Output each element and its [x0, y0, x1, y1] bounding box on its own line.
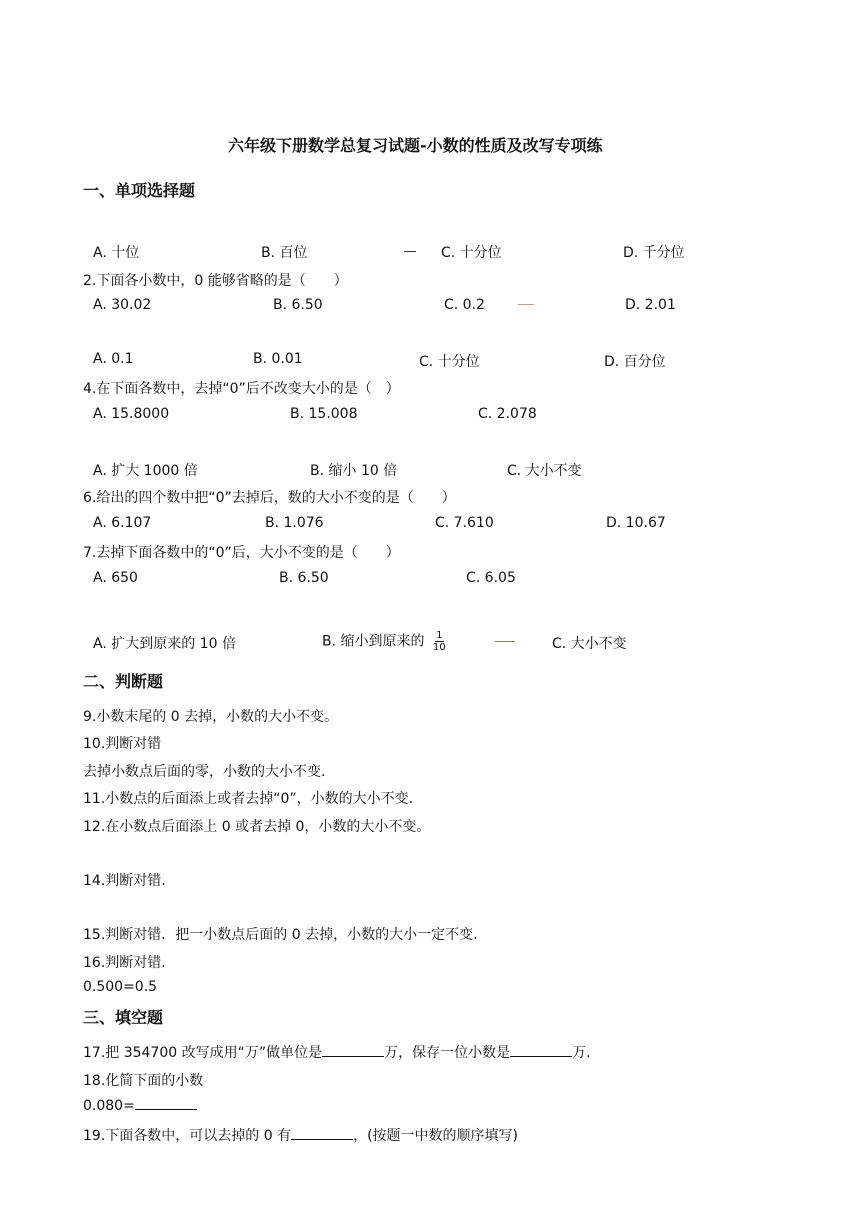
- q1-option-d: D. 千分位: [623, 245, 685, 261]
- q3-option-d: D. 百分位: [604, 354, 666, 370]
- q6-text: 6.给出的四个数中把“0”去掉后，数的大小不变的是（ ）: [83, 490, 456, 506]
- answer-blank[interactable]: [291, 1127, 353, 1140]
- answer-blank[interactable]: [135, 1097, 197, 1110]
- fill-q18-expression: [83, 1097, 197, 1114]
- judge-q12: 12.在小数点后面添上 0 或者去掉 0，小数的大小不变。: [83, 819, 431, 835]
- stray-dash-mark: [404, 251, 416, 252]
- q7-option-b: B. 6.50: [279, 570, 329, 586]
- fill-q19-part-b: ，(按题一中数的顺序填写): [353, 1128, 519, 1144]
- answer-blank[interactable]: [322, 1044, 384, 1057]
- q3-option-c: C. 十分位: [419, 354, 480, 370]
- q2-option-a: A. 30.02: [93, 297, 152, 313]
- judge-q11: 11.小数点的后面添上或者去掉“0”，小数的大小不变.: [83, 791, 414, 807]
- judge-q16-statement: 0.500=0.5: [83, 979, 158, 995]
- q2-option-d: D. 2.01: [625, 297, 676, 313]
- fill-q17-part-a: 17.把 354700 改写成用“万”做单位是: [83, 1045, 323, 1061]
- q1-option-a: A. 十位: [93, 245, 140, 261]
- q2-text: 2.下面各小数中，0 能够省略的是（ ）: [83, 273, 348, 289]
- fraction-denominator: 10: [432, 642, 446, 653]
- stray-dash-mark: [495, 641, 515, 642]
- section-heading-choice: 一、单项选择题: [83, 181, 196, 200]
- fill-q19-part-a: 19.下面各数中，可以去掉的 0 有: [83, 1128, 292, 1144]
- q6-option-a: A. 6.107: [93, 515, 152, 531]
- judge-q10: 10.判断对错: [83, 736, 162, 752]
- q5-option-a: A. 扩大 1000 倍: [93, 463, 198, 479]
- answer-blank[interactable]: [510, 1044, 572, 1057]
- q2-option-c: C. 0.2: [444, 297, 485, 313]
- q3-option-a: A. 0.1: [93, 351, 134, 367]
- q6-option-c: C. 7.610: [435, 515, 494, 531]
- q8-option-b: [322, 630, 446, 653]
- q8-option-a: A. 扩大到原来的 10 倍: [93, 636, 236, 652]
- section-heading-fill: 三、填空题: [83, 1008, 164, 1027]
- page-title: 六年级下册数学总复习试题-小数的性质及改写专项练: [228, 136, 603, 155]
- q7-option-c: C. 6.05: [466, 570, 516, 586]
- fill-q18-expression-text: 0.080=: [83, 1098, 135, 1114]
- fraction-one-tenth: [433, 630, 446, 653]
- fill-q17-part-c: 万.: [572, 1045, 591, 1061]
- q6-option-d: D. 10.67: [606, 515, 666, 531]
- judge-q16: 16.判断对错.: [83, 955, 166, 971]
- fill-q17: [83, 1042, 591, 1062]
- q4-option-a: A. 15.8000: [93, 406, 170, 422]
- fill-q17-part-b: 万，保存一位小数是: [384, 1045, 511, 1061]
- judge-q9: 9.小数末尾的 0 去掉，小数的大小不变。: [83, 709, 339, 725]
- q4-text: 4.在下面各数中，去掉“0”后不改变大小的是（ ）: [83, 381, 400, 397]
- q2-option-b: B. 6.50: [273, 297, 323, 313]
- q1-option-c: C. 十分位: [441, 245, 502, 261]
- q4-option-b: B. 15.008: [290, 406, 358, 422]
- q5-option-c: C. 大小不变: [507, 463, 582, 479]
- judge-q14: 14.判断对错.: [83, 873, 166, 889]
- q4-option-c: C. 2.078: [478, 406, 537, 422]
- q3-option-b: B. 0.01: [253, 351, 303, 367]
- q7-text: 7.去掉下面各数中的“0”后，大小不变的是（ ）: [83, 545, 400, 561]
- q8-option-b-text: B. 缩小到原来的: [322, 633, 425, 650]
- stray-dash-mark: [518, 304, 534, 305]
- q8-option-c: C. 大小不变: [552, 636, 627, 652]
- fill-q19: [83, 1125, 518, 1145]
- fill-q18: 18.化简下面的小数: [83, 1073, 204, 1089]
- q1-option-b: B. 百位: [261, 245, 308, 261]
- judge-q15: 15.判断对错．把一小数点后面的 0 去掉，小数的大小一定不变.: [83, 927, 478, 943]
- fraction-numerator: 1: [436, 630, 443, 641]
- section-heading-judge: 二、判断题: [83, 672, 164, 691]
- q7-option-a: A. 650: [93, 570, 138, 586]
- q6-option-b: B. 1.076: [265, 515, 324, 531]
- q5-option-b: B. 缩小 10 倍: [310, 463, 398, 479]
- judge-q10-statement: 去掉小数点后面的零，小数的大小不变.: [83, 764, 326, 780]
